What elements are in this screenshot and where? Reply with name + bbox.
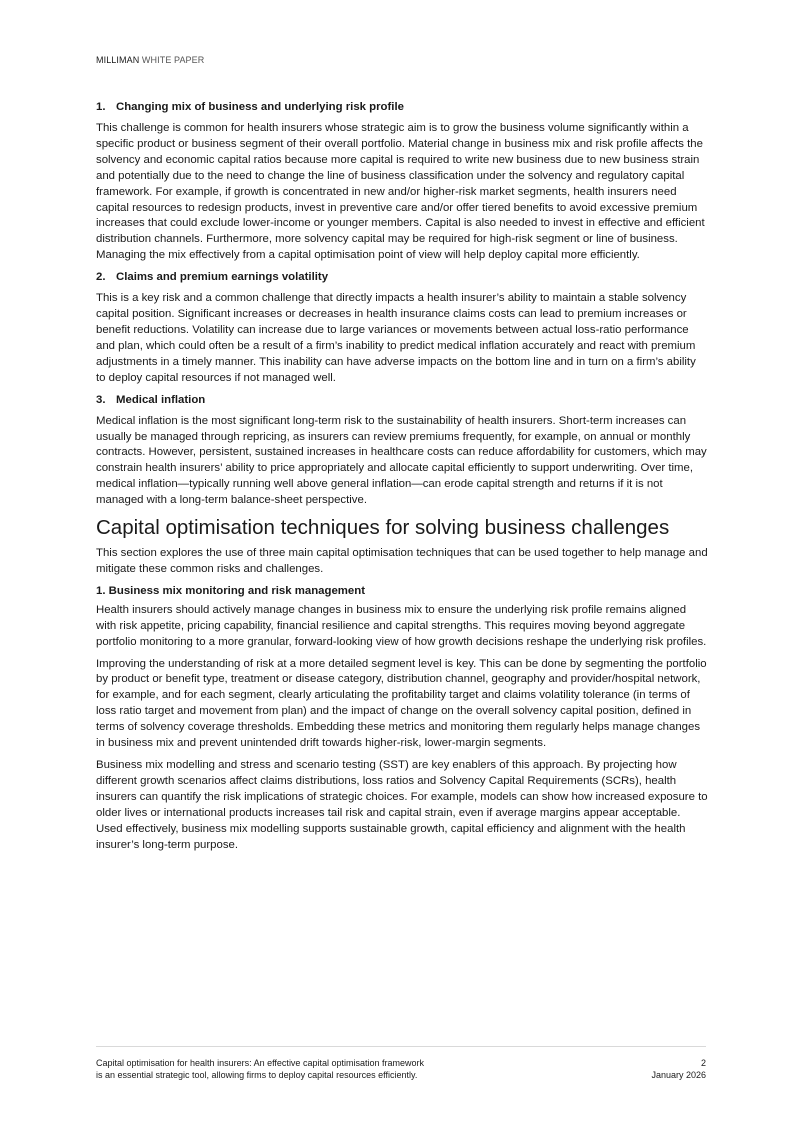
section-number: 3. (96, 393, 106, 406)
section-number: 1. (96, 101, 106, 113)
footer-line-2: is an essential strategic tool, allowing firms to deploy capital resources efficiently. (96, 1069, 418, 1080)
main-intro: This section explores the use of three main capital optimisation techniques that can be used together to help manage and mitigate these common risks and challenges. (96, 547, 708, 575)
content (96, 100, 708, 859)
footer-title (96, 1058, 516, 1081)
page-header (96, 55, 204, 65)
header-label: WHITE PAPER (141, 55, 205, 65)
footer-meta (651, 1058, 706, 1081)
section-heading-1 (96, 100, 708, 115)
footer-divider (96, 1046, 706, 1047)
subsection-paragraph-1: Health insurers should actively manage changes in business mix to ensure the underlying risk profile remains aligned with risk appetite, pricing capability, financial resilience and capital strengths. This requires moving beyond aggregate portfolio monitoring to a more granular, forward-looking view of how growth decisions reshape the underlying risk profiles. (96, 603, 707, 648)
section-title: Changing mix of business and underlying risk profile (116, 101, 404, 113)
footer-line-1: Capital optimisation for health insurers: An effective capital optimisation framework (96, 1058, 424, 1068)
footer-date: January 2026 (651, 1069, 706, 1080)
section-heading-2 (96, 270, 708, 285)
subsection-heading: 1. Business mix monitoring and risk management (96, 584, 366, 597)
subsection-paragraph-3: Business mix modelling and stress and scenario testing (SST) are key enablers of this approach. By projecting how different growth scenarios affect claims distributions, loss ratios and Solvency Capital Requirements (SCRs), health insurers can quantify the risk implications of strategic choices. For example, models can show how increased exposure to older lives or international products increases tail risk and capital strain, even if average margins appear acceptable. Used effectively, business mix modelling supports sustainable growth, capital efficiency and alignment with the health insurer’s long-term purpose. (96, 759, 708, 851)
page-number: 2 (700, 1058, 706, 1068)
section-title: Claims and premium earnings volatility (116, 271, 329, 284)
section-body-3: Medical inflation is the most significant long-term risk to the sustainability of health insurers. Short-term increases can usually be managed through repricing, as insurers can review premiums frequently, for example, on annual or monthly contracts. However, persistent, sustained increases in healthcare costs can reduce affordability for customers, which may constrain health insurers’ ability to price appropriately and allocate capital efficiently to support underwriting. Over time, medical inflation—typically running well above general inflation—can erode capital strength and returns if it is not managed with a long-term balance-sheet perspective. (96, 414, 707, 507)
main-heading: Capital optimisation techniques for solving business challenges (96, 516, 670, 540)
section-body-1: This challenge is common for health insurers whose strategic aim is to grow the business volume significantly within a specific product or business segment of their overall portfolio. Material change in business mix and risk profile affects the solvency and economic capital ratios because more capital is required to write new business due to new business strain and potentially due to the need to change the line of business classification under the solvency and regulatory capital framework. For example, if growth is concentrated in new and/or higher-risk market segments, health insurers need capital resources to redesign products, invest in preventive care and/or offer tiered benefits to avoid excessive premium increases that could exclude lower-income or younger members. Capital is also needed to invest in effective and efficient distribution channels. Furthermore, more solvency capital may be required for high-risk segment or line of business. Managing the mix effectively from a capital optimisation point of view will help deploy capital more efficiently. (96, 122, 705, 262)
section-number: 2. (96, 271, 106, 284)
section-body-2: This is a key risk and a common challenge that directly impacts a health insurer’s ability to maintain a stable solvency capital position. Significant increases or decreases in health insurance claims costs can lead to premium increases or benefit reductions. Volatility can increase due to large variances or movements between actual loss-ratio performance and plan, which could often be a result of a firm’s inability to predict medical inflation accurately and react with premium adjustments in a timely manner. This inability can have adverse impacts on the bottom line and in turn on a firm’s ability to deploy capital resources if not managed well. (96, 292, 696, 384)
header-brand: MILLIMAN (96, 55, 140, 65)
subsection-paragraph-2: Improving the understanding of risk at a more detailed segment level is key. This can be done by segmenting the portfolio by product or benefit type, treatment or disease category, distribution channel, geography and provider/hospital network, for example, and for each segment, clearly articulating the profitability target and claims volatility tolerance (in terms of loss ratio target and movement from plan) and the impact of change on the overall solvency capital position, defined in terms of solvency coverage thresholds. Embedding these metrics and monitoring them regularly helps manage changes in business mix and prevent unintended drift towards higher-risk, lower-margin segments. (96, 657, 707, 750)
section-title: Medical inflation (116, 393, 206, 406)
section-heading-3 (96, 393, 708, 408)
